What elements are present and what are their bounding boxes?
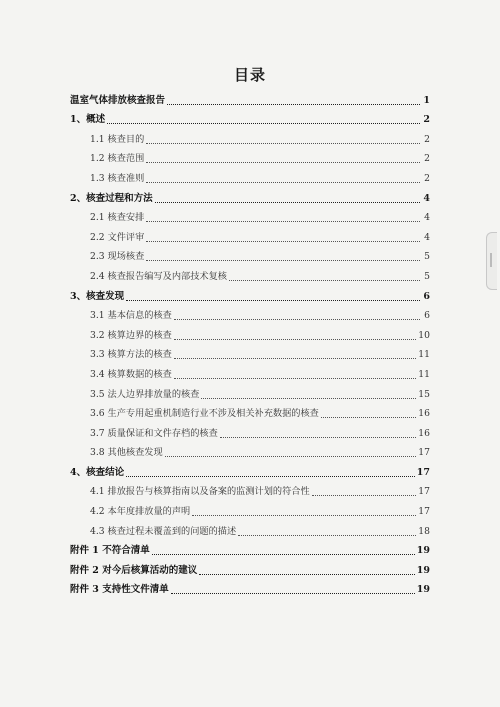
toc-entry-label: 2.1 核查安排	[90, 212, 145, 224]
toc-entry-page: 17	[418, 506, 430, 518]
toc-entry[interactable]	[70, 499, 430, 519]
toc-entry-label: 4.2 本年度排放量的声明	[90, 506, 191, 518]
toc-entry-label: 2、核查过程和方法	[70, 192, 153, 204]
toc-entry[interactable]	[70, 186, 430, 206]
toc-entry-page: 4	[423, 192, 430, 204]
toc-entry-page: 17	[418, 486, 430, 498]
table-of-contents	[70, 88, 430, 597]
dot-leader	[238, 535, 416, 536]
toc-entry[interactable]	[70, 166, 430, 186]
toc-entry[interactable]	[70, 519, 430, 539]
toc-entry-label: 3.1 基本信息的核查	[90, 310, 172, 322]
toc-entry-page: 17	[416, 466, 430, 478]
dot-leader	[229, 280, 420, 281]
dot-leader	[146, 241, 420, 242]
toc-entry[interactable]	[70, 578, 430, 598]
toc-entry-page: 4	[424, 231, 430, 243]
toc-entry-page: 11	[418, 349, 430, 361]
dot-leader	[126, 300, 420, 301]
toc-entry[interactable]	[70, 323, 430, 343]
toc-entry-label: 3.4 核算数据的核查	[90, 368, 172, 380]
dot-leader	[174, 339, 416, 340]
toc-entry-page: 15	[418, 388, 430, 400]
toc-entry-page: 4	[424, 212, 430, 224]
toc-entry-label: 3.6 生产专用起重机制造行业不涉及相关补充数据的核查	[90, 408, 319, 420]
toc-entry-page: 10	[418, 329, 430, 341]
dot-leader	[146, 221, 420, 222]
toc-entry[interactable]	[70, 225, 430, 245]
toc-entry-label: 1.2 核查范围	[90, 153, 145, 165]
page-title: 目录	[233, 66, 266, 84]
dot-leader	[220, 437, 417, 438]
dot-leader	[126, 476, 415, 477]
toc-entry[interactable]	[70, 539, 430, 559]
toc-entry-label: 1、概述	[70, 114, 106, 126]
dot-leader	[146, 260, 420, 261]
toc-entry-page: 1	[423, 94, 430, 106]
dot-leader	[146, 162, 420, 163]
toc-entry-page: 16	[418, 408, 430, 420]
toc-entry-label: 3.8 其他核查发现	[90, 447, 163, 459]
toc-entry-page: 2	[423, 114, 430, 126]
toc-entry[interactable]	[70, 343, 430, 363]
toc-entry-label: 3.3 核算方法的核查	[90, 349, 172, 361]
toc-entry-page: 19	[416, 545, 430, 557]
dot-leader	[107, 123, 420, 124]
toc-entry-label: 4.1 排放报告与核算指南以及备案的监测计划的符合性	[90, 486, 310, 498]
toc-entry[interactable]	[70, 558, 430, 578]
toc-entry-label: 3、核查发现	[70, 290, 125, 302]
toc-entry-label: 1.1 核查目的	[90, 133, 145, 145]
toc-entry[interactable]	[70, 382, 430, 402]
toc-entry-page: 19	[416, 564, 430, 576]
toc-entry-label: 3.7 质量保证和文件存档的核查	[90, 427, 218, 439]
toc-entry-label: 附件 3 支持性文件清单	[70, 584, 169, 596]
toc-entry-page: 16	[418, 427, 430, 439]
toc-entry-label: 3.2 核算边界的核查	[90, 329, 172, 341]
dot-leader	[201, 398, 416, 399]
toc-entry-page: 11	[418, 368, 430, 380]
dot-leader	[155, 202, 420, 203]
dot-leader	[152, 554, 415, 555]
toc-entry-page: 19	[416, 584, 430, 596]
toc-entry-label: 2.2 文件评审	[90, 231, 145, 243]
toc-entry-page: 6	[423, 290, 430, 302]
toc-entry-label: 4、核查结论	[70, 466, 125, 478]
toc-entry[interactable]	[70, 362, 430, 382]
dot-leader	[146, 143, 420, 144]
toc-entry-label: 2.3 现场核查	[90, 251, 145, 263]
toc-entry-label: 3.5 法人边界排放量的核查	[90, 388, 200, 400]
toc-entry-page: 2	[424, 172, 430, 184]
toc-entry-label: 4.3 核查过程未覆盖到的问题的描述	[90, 525, 237, 537]
dot-leader	[171, 593, 415, 594]
dot-leader	[321, 417, 416, 418]
toc-entry[interactable]	[70, 108, 430, 128]
toc-entry[interactable]	[70, 304, 430, 324]
dot-leader	[199, 574, 415, 575]
dot-leader	[312, 495, 417, 496]
toc-entry[interactable]	[70, 147, 430, 167]
toc-entry-label: 2.4 核查报告编写及内部技术复核	[90, 270, 227, 282]
toc-entry[interactable]	[70, 402, 430, 422]
toc-entry[interactable]	[70, 245, 430, 265]
toc-entry[interactable]	[70, 88, 430, 108]
dot-leader	[174, 358, 416, 359]
toc-entry[interactable]	[70, 284, 430, 304]
dot-leader	[174, 319, 420, 320]
toc-entry[interactable]	[70, 460, 430, 480]
dot-leader	[167, 104, 420, 105]
dot-leader	[192, 515, 416, 516]
toc-entry-label: 附件 2 对今后核算活动的建议	[70, 564, 198, 576]
toc-entry-page: 17	[418, 447, 430, 459]
toc-entry[interactable]	[70, 206, 430, 226]
toc-entry-label: 附件 1 不符合清单	[70, 545, 150, 557]
toc-entry[interactable]	[70, 421, 430, 441]
toc-entry[interactable]	[70, 127, 430, 147]
toc-entry-label: 1.3 核查准则	[90, 172, 145, 184]
toc-entry[interactable]	[70, 441, 430, 461]
toc-entry-page: 18	[418, 525, 430, 537]
toc-entry[interactable]	[70, 264, 430, 284]
dot-leader	[146, 182, 420, 183]
toc-entry-page: 2	[424, 133, 430, 145]
toc-entry-page: 6	[424, 310, 430, 322]
toc-entry[interactable]	[70, 480, 430, 500]
toc-entry-page: 5	[424, 251, 430, 263]
toc-entry-page: 2	[424, 153, 430, 165]
dot-leader	[165, 456, 417, 457]
toc-entry-label: 温室气体排放核查报告	[70, 94, 166, 106]
toc-entry-page: 5	[424, 270, 430, 282]
binder-clip-edge	[486, 232, 497, 290]
dot-leader	[174, 378, 416, 379]
